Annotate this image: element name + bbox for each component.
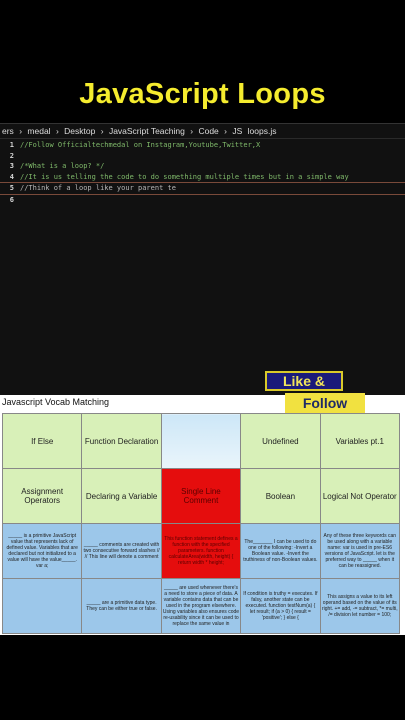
chevron-right-icon: › (190, 126, 194, 136)
vocab-matching-board (0, 395, 405, 635)
vocab-title: Javascript Vocab Matching (2, 397, 110, 407)
breadcrumb-item[interactable]: medal (27, 126, 51, 136)
code-line[interactable] (0, 151, 405, 162)
breadcrumb (0, 124, 405, 139)
code-text: //Follow Officialtechmedal on Instagram,Youtube,Twitter,X (20, 141, 261, 149)
line-number: 3 (9, 162, 14, 170)
vocab-term-selected[interactable]: Single Line Comment (161, 469, 240, 524)
code-text: //It is us telling the code to do something multiple times but in a simple way (20, 172, 349, 181)
vocab-term[interactable]: Boolean (241, 469, 320, 524)
image-tile[interactable] (3, 579, 82, 634)
vocab-term[interactable]: Function Declaration (82, 414, 161, 469)
breadcrumb-item[interactable]: ers (2, 126, 14, 136)
breadcrumb-item[interactable]: Desktop (64, 126, 96, 136)
vocab-definition[interactable]: _____ are used whenever there's a need to store a piece of data. A variable contains data that can be used in the program elsewhere. Using variables also ensures code re-usability since it can be used to replace the same value in (161, 579, 240, 634)
code-line[interactable] (0, 195, 405, 206)
code-line-active[interactable] (0, 182, 405, 195)
line-number: 1 (9, 141, 14, 149)
chevron-right-icon: › (100, 126, 104, 136)
vocab-definition[interactable]: _____ comments are created with two consecutive forward slashes // // This line will denote a comment (82, 524, 161, 579)
video-title: JavaScript Loops (79, 78, 326, 110)
vocab-definition[interactable]: This assigns a value to its left operand based on the value of its right. += add, -= subtract, *= multi, /= division let number = 100; (320, 579, 399, 634)
code-editor[interactable] (0, 123, 405, 396)
line-number: 2 (9, 151, 14, 160)
vocab-term[interactable]: Logical Not Operator (320, 469, 399, 524)
code-line[interactable] (0, 161, 405, 172)
table-row (3, 579, 400, 634)
line-number: 5 (9, 184, 14, 192)
vocab-term[interactable]: If Else (3, 414, 82, 469)
code-text: /*What is a loop? */ (20, 162, 105, 170)
like-badge[interactable]: Like & (265, 371, 343, 391)
vocab-definition[interactable]: _____ is a primitive JavaScript value that represents lack of defined value. Variables that are declared but not initialized to a value will have the value_____. var a; (3, 524, 82, 579)
line-number: 4 (9, 172, 14, 181)
vocab-term[interactable]: Undefined (241, 414, 320, 469)
vocab-term[interactable]: Assignment Operators (3, 469, 82, 524)
vocab-term[interactable]: Declaring a Variable (82, 469, 161, 524)
line-number: 6 (9, 195, 14, 204)
code-area[interactable] (0, 139, 405, 205)
vocab-definition[interactable]: Any of these three keywords can be used along with a variable name: var is used in pre-ES6 versions of JavaScript. let is the preferred way to _____ when it can be reassigned. (320, 524, 399, 579)
vocab-definition[interactable]: _____ are a primitive data type. They can be either true or false. (82, 579, 161, 634)
table-row (3, 524, 400, 579)
breadcrumb-item[interactable]: loops.js (247, 126, 277, 136)
vocab-definition[interactable]: If condition is truthy = executes. If falsy, another state can be executed. function testNum(a) { let result; if (a > 0) { result = 'positive'; } else { (241, 579, 320, 634)
vocab-definition[interactable]: The_______ I can be used to do one of the following: -Invert a Boolean value. -Invert the truthiness of non-Boolean values. (241, 524, 320, 579)
table-row (3, 469, 400, 524)
vocab-grid (2, 413, 400, 634)
chevron-right-icon: › (55, 126, 59, 136)
follow-badge[interactable]: Follow (285, 393, 365, 413)
chevron-right-icon: › (224, 126, 227, 136)
code-line[interactable] (0, 140, 405, 151)
empty-slot[interactable] (161, 414, 240, 469)
code-text: //Think of a loop like your parent te (20, 184, 176, 192)
chevron-right-icon: › (19, 126, 23, 136)
breadcrumb-item[interactable]: JavaScript Teaching (108, 126, 185, 136)
code-line[interactable] (0, 172, 405, 183)
table-row (3, 414, 400, 469)
js-file-icon: JS (232, 126, 243, 136)
vocab-definition[interactable]: This function statement defines a function with the specified parameters. function calculateArea(width, height) { return width * height; (161, 524, 240, 579)
vocab-term[interactable]: Variables pt.1 (320, 414, 399, 469)
breadcrumb-item[interactable]: Code (198, 126, 219, 136)
